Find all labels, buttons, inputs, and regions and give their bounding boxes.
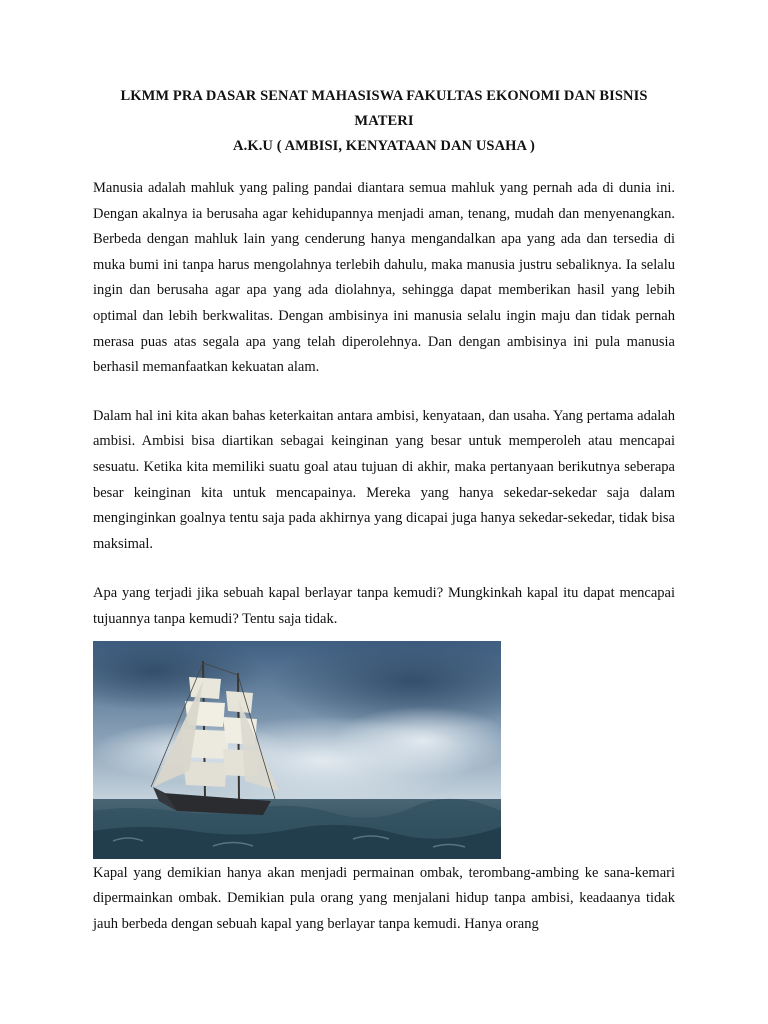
document-title	[93, 84, 675, 159]
title-line-1: LKMM PRA DASAR SENAT MAHASISWA FAKULTAS EKONOMI DAN BISNIS	[120, 88, 648, 104]
title-line-3: A.K.U ( AMBISI, KENYATAAN DAN USAHA )	[233, 138, 535, 154]
paragraph-kapal-question: Apa yang terjadi jika sebuah kapal berlayar tanpa kemudi? Mungkinkah kapal itu dapat mencapai tujuannya tanpa kemudi? Tentu saja tidak.	[93, 585, 675, 627]
sailing-ship-photo	[93, 641, 501, 859]
paragraph-kapal-explanation: Kapal yang demikian hanya akan menjadi permainan ombak, terombang-ambing ke sana-kemari dipermainkan ombak. Demikian pula orang yang menjalani hidup tanpa ambisi, keadaanya tidak jauh berbeda dengan sebuah kapal yang berlayar tanpa kemudi. Hanya orang	[93, 864, 675, 932]
paragraph-intro: Manusia adalah mahluk yang paling pandai diantara semua mahluk yang pernah ada di dunia ini. Dengan akalnya ia berusaha agar kehidupannya menjadi aman, tenang, mudah dan menyenangkan. Berbeda dengan mahluk lain yang cenderung hanya mengandalkan apa yang ada dan tersedia di muka bumi ini tanpa harus mengolahnya terlebih dahulu, maka manusia justru sebaliknya. Ia selalu ingin dan berusaha agar apa yang ada diolahnya, sehingga dapat memberikan hasil yang lebih optimal dan lebih berkwalitas. Dengan ambisinya ini manusia selalu ingin maju dan tidak pernah merasa puas atas segala apa yang telah diperolehnya. Dan dengan ambisinya ini pula manusia berhasil memanfaatkan kekuatan alam.	[93, 180, 675, 376]
paragraph-ambisi: Dalam hal ini kita akan bahas keterkaitan antara ambisi, kenyataan, dan usaha. Yang pertama adalah ambisi. Ambisi bisa diartikan sebagai keinginan yang besar untuk memperoleh atau mencapai sesuatu. Ketika kita memiliki suatu goal atau tujuan di akhir, maka pertanyaan berikutnya seberapa besar keinginan kita untuk mencapainya. Mereka yang hanya sekedar-sekedar saja dalam menginginkan goalnya tentu saja pada akhirnya yang dicapai juga hanya sekedar-sekedar, tidak bisa maksimal.	[93, 407, 675, 552]
document-page	[93, 84, 675, 937]
title-line-2: MATERI	[354, 113, 414, 129]
